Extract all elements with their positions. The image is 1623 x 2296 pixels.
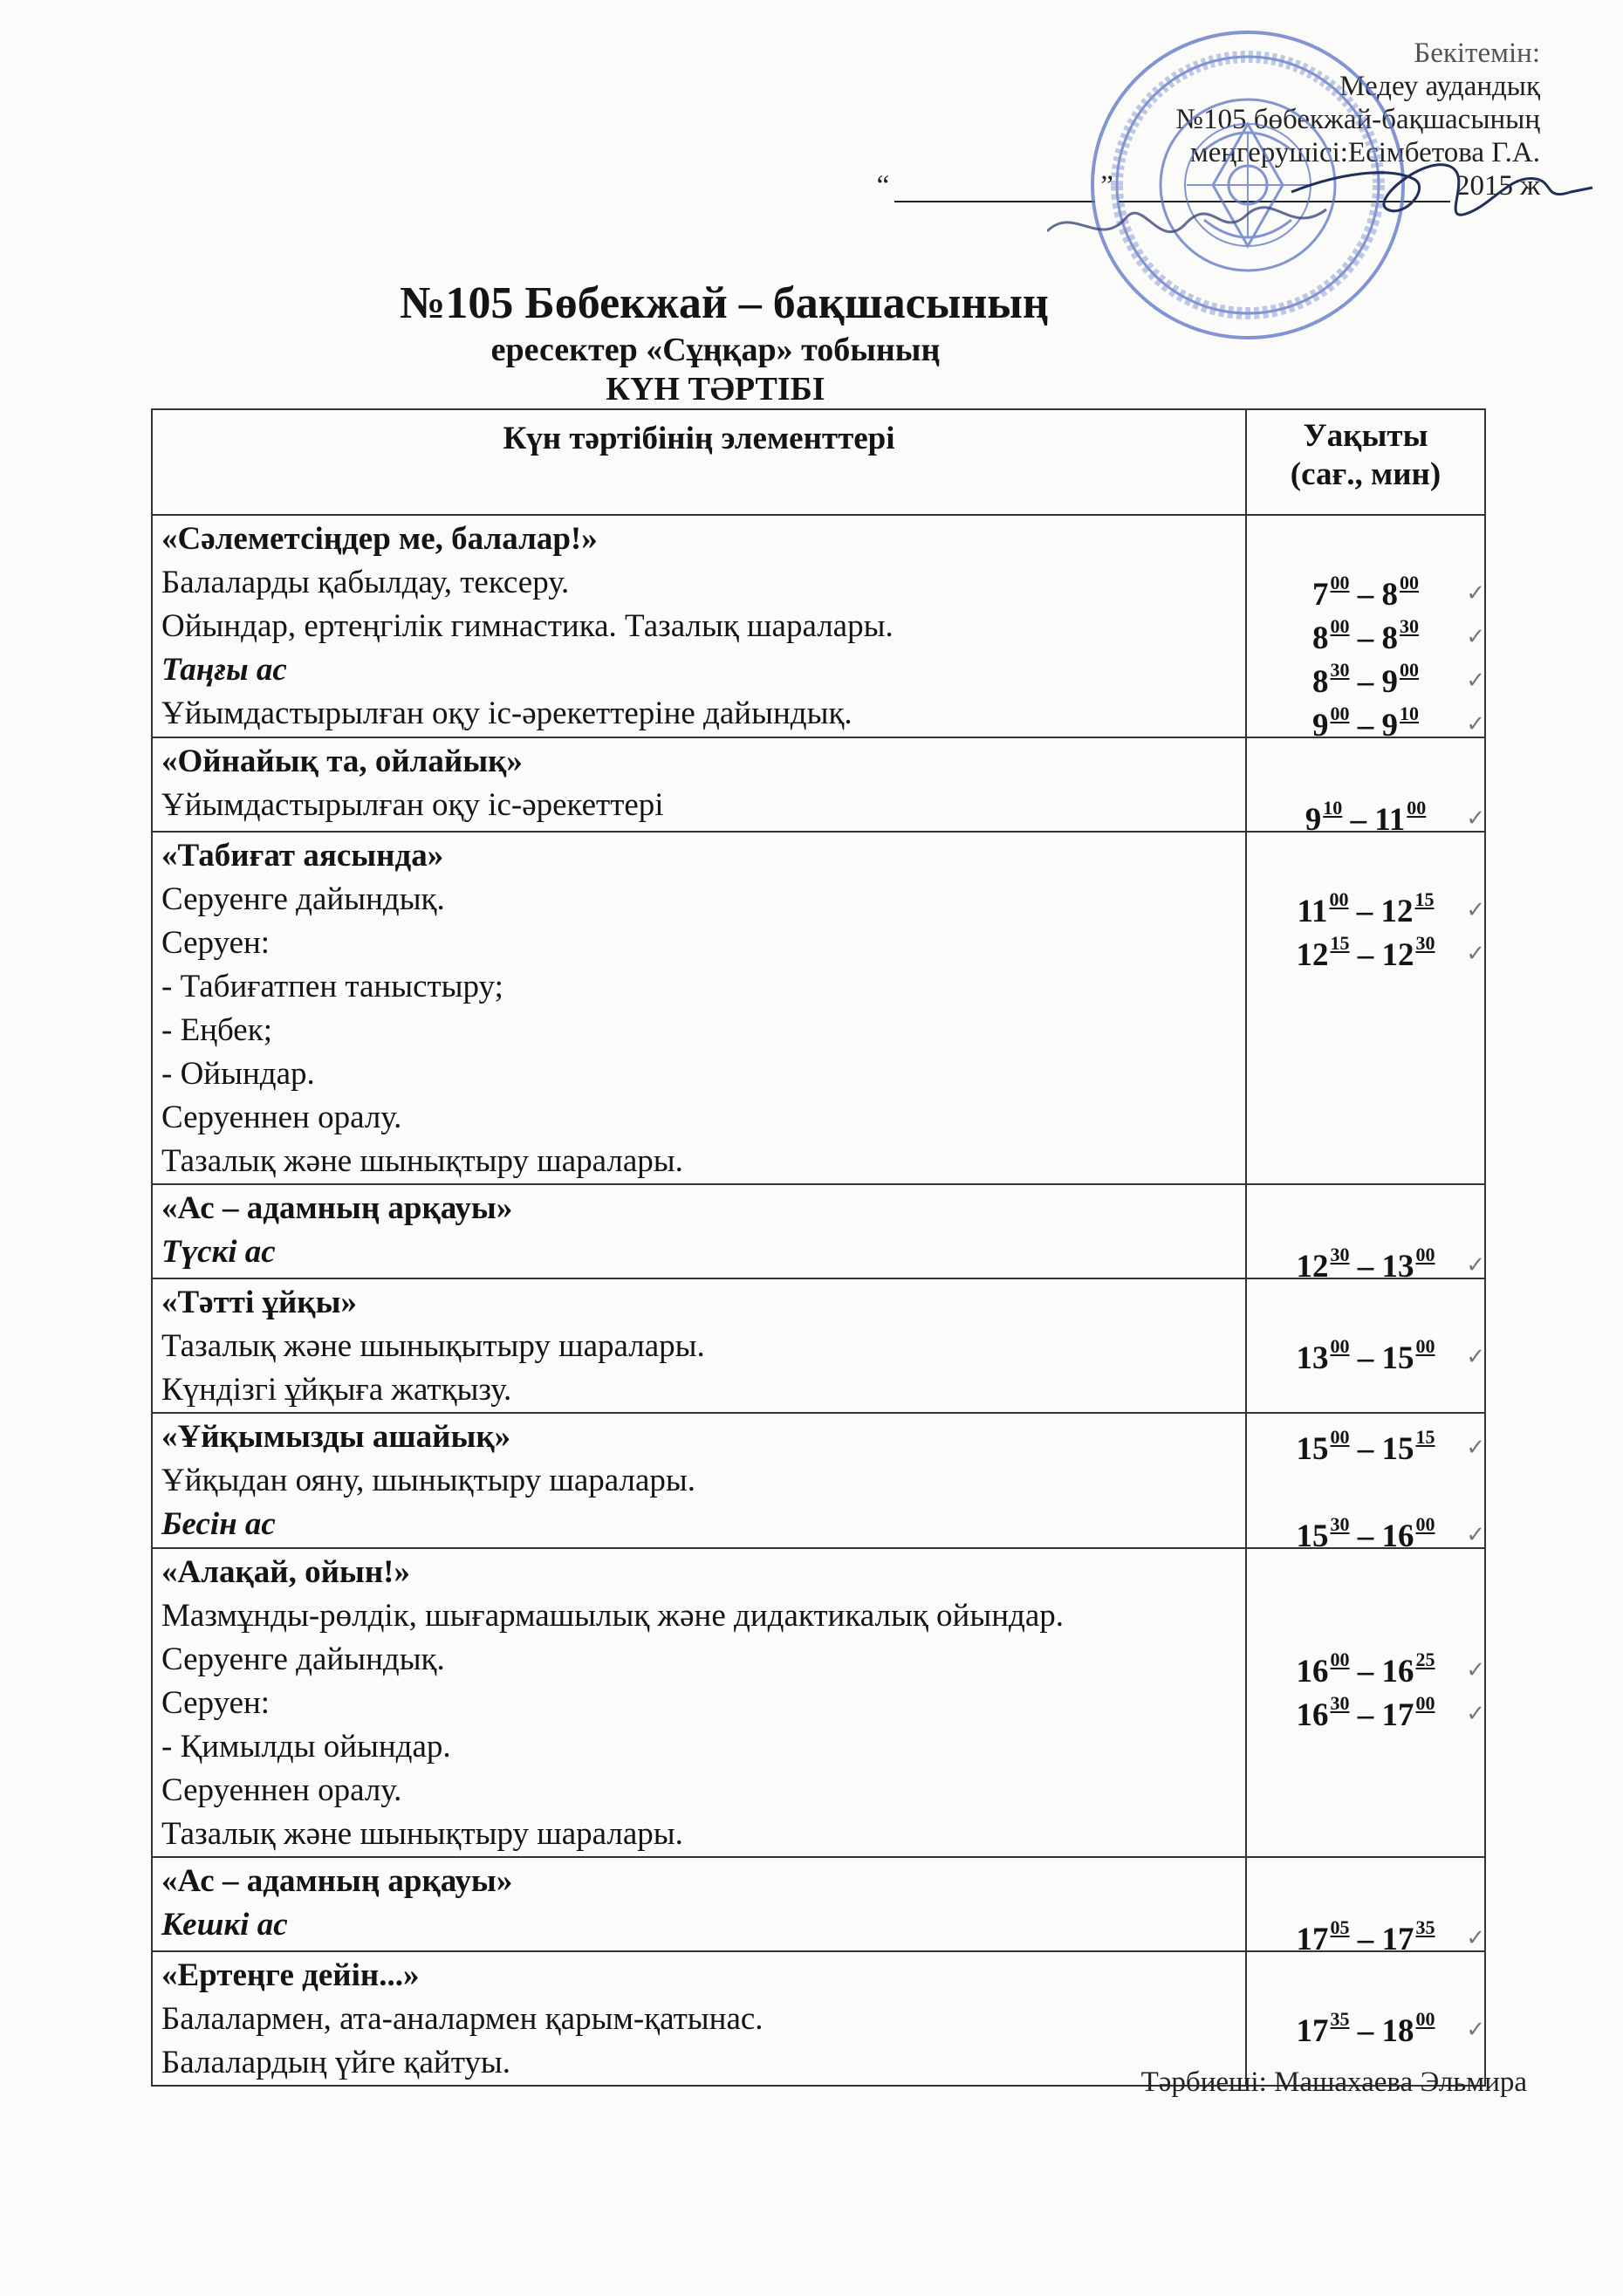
- schedule-element-cell: [152, 1184, 1246, 1278]
- end-hour: 11: [1374, 802, 1406, 838]
- time-range: [1248, 605, 1485, 656]
- activity-line: - Ойындар.: [161, 1056, 315, 1092]
- approval-kindergarten: №105 бөбекжай-бақшасының: [1175, 104, 1540, 135]
- end-minutes: 30: [1400, 615, 1419, 637]
- start-hour: 17: [1296, 2013, 1329, 2049]
- end-minutes: 25: [1415, 1648, 1435, 1670]
- start-minutes: 05: [1330, 1916, 1350, 1938]
- activity-line: Балаларды қабылдау, тексеру.: [161, 565, 570, 600]
- schedule-element-cell: [152, 1857, 1246, 1951]
- end-hour: 8: [1381, 620, 1398, 656]
- time-dash: –: [1349, 1518, 1382, 1554]
- checkmark-icon: ✓: [1466, 1925, 1485, 1950]
- time-dash: –: [1349, 1249, 1382, 1285]
- activity-line: Бесін ас: [161, 1506, 276, 1542]
- section-title: «Ойнайық та, ойлайық»: [161, 744, 523, 779]
- start-minutes: 30: [1330, 1692, 1350, 1714]
- time-range: [1248, 1325, 1485, 1376]
- start-minutes: 30: [1330, 1244, 1350, 1265]
- checkmark-icon: ✓: [1466, 1522, 1485, 1547]
- end-hour: 17: [1381, 1922, 1414, 1957]
- table-row: [152, 832, 1485, 1184]
- checkmark-icon: ✓: [1466, 668, 1485, 693]
- checkmark-icon: ✓: [1466, 711, 1485, 737]
- start-minutes: 00: [1329, 888, 1349, 910]
- start-hour: 12: [1296, 937, 1329, 973]
- start-minutes: 00: [1330, 703, 1350, 724]
- approval-district: Медеу аудандық: [1339, 71, 1540, 102]
- start-hour: 17: [1296, 1922, 1329, 1957]
- end-minutes: 15: [1414, 888, 1435, 910]
- activity-line: Серуенге дайындық.: [161, 1641, 445, 1677]
- checkmark-icon: ✓: [1466, 805, 1485, 831]
- schedule-element-cell: [152, 515, 1246, 737]
- time-range: [1248, 561, 1485, 613]
- start-minutes: 00: [1330, 1648, 1350, 1670]
- time-dash: –: [1349, 1654, 1382, 1689]
- table-row: [152, 737, 1485, 832]
- end-hour: 16: [1381, 1518, 1414, 1554]
- schedule-body: [152, 515, 1485, 2086]
- end-hour: 15: [1381, 1431, 1414, 1467]
- activity-line: Серуеннен оралу.: [161, 1772, 402, 1808]
- time-range: [1248, 1638, 1485, 1689]
- start-hour: 7: [1312, 577, 1329, 613]
- start-hour: 9: [1305, 802, 1322, 838]
- activity-line: Балалармен, ата-аналармен қарым-қатынас.: [161, 2001, 764, 2037]
- title-group: ересектер «Сұңқар» тобының: [490, 332, 941, 368]
- activity-line: Ұйқыдан ояну, шынықтыру шаралары.: [161, 1463, 695, 1498]
- table-row: [152, 1857, 1485, 1951]
- approval-head: меңгерушісі:Есімбетова Г.А.: [1189, 137, 1540, 168]
- end-hour: 9: [1381, 708, 1398, 744]
- start-minutes: 00: [1330, 1335, 1350, 1357]
- end-minutes: 00: [1415, 2008, 1435, 2030]
- end-minutes: 00: [1407, 797, 1427, 819]
- time-range: [1248, 648, 1485, 700]
- checkmark-icon: ✓: [1466, 1252, 1485, 1278]
- section-title: «Ас – адамның арқауы»: [161, 1863, 513, 1899]
- time-dash: –: [1349, 708, 1382, 744]
- time-dash: –: [1349, 577, 1382, 613]
- activity-line: Балалардың үйге қайтуы.: [161, 2045, 510, 2080]
- checkmark-icon: ✓: [1466, 1344, 1485, 1369]
- schedule-element-cell: [152, 737, 1246, 832]
- end-hour: 12: [1381, 937, 1414, 973]
- time-range: [1248, 1998, 1485, 2049]
- section-title: «Тәтті ұйқы»: [161, 1285, 358, 1320]
- schedule-time-cell: [1246, 1951, 1485, 2086]
- title-kindergarten: №105 Бөбекжай – бақшасының: [400, 278, 1049, 328]
- schedule-time-cell: [1246, 1413, 1485, 1554]
- start-minutes: 35: [1330, 2008, 1350, 2030]
- end-minutes: 00: [1415, 1335, 1435, 1357]
- activity-line: - Қимылды ойындар.: [161, 1729, 451, 1765]
- start-hour: 9: [1312, 708, 1329, 744]
- activity-line: Тазалық және шынықтыру шаралары.: [161, 1816, 683, 1852]
- time-dash: –: [1349, 1697, 1382, 1733]
- time-range: [1248, 786, 1485, 838]
- time-range: [1248, 1682, 1485, 1733]
- table-row: [152, 1413, 1485, 1548]
- approval-year: 2015 ж: [1455, 170, 1540, 202]
- time-dash: –: [1349, 2013, 1382, 2049]
- checkmark-icon: ✓: [1466, 2017, 1485, 2042]
- approval-heading: Бекітемін:: [1414, 38, 1540, 69]
- activity-line: Тазалық және шынықтыру шаралары.: [161, 1143, 683, 1179]
- end-hour: 13: [1381, 1249, 1414, 1285]
- activity-line: Тазалық және шынықытыру шаралары.: [161, 1328, 705, 1364]
- end-minutes: 00: [1415, 1692, 1435, 1714]
- checkmark-icon: ✓: [1466, 580, 1485, 606]
- start-hour: 11: [1297, 894, 1328, 929]
- table-row: [152, 515, 1485, 737]
- schedule-time-cell: [1246, 1184, 1485, 1285]
- document-title: [0, 278, 1431, 408]
- end-hour: 12: [1380, 894, 1414, 929]
- start-hour: 16: [1296, 1697, 1329, 1733]
- daily-schedule-table: [151, 408, 1486, 2087]
- end-minutes: 15: [1415, 1426, 1435, 1448]
- schedule-element-cell: [152, 1548, 1246, 1857]
- time-dash: –: [1348, 894, 1381, 929]
- activity-line: Ұйымдастырылған оқу іс-әрекеттері: [161, 787, 664, 823]
- schedule-time-cell: [1246, 515, 1485, 744]
- activity-line: - Еңбек;: [161, 1012, 272, 1048]
- section-title: «Табиғат аясында»: [161, 838, 444, 874]
- activity-line: Ұйымдастырылған оқу іс-әрекеттеріне дайындық.: [161, 696, 853, 731]
- end-hour: 8: [1381, 577, 1398, 613]
- start-hour: 13: [1296, 1340, 1329, 1376]
- teacher-signature-line: Тәрбиеші: Машахаева Эльмира: [1140, 2066, 1527, 2098]
- schedule-time-cell: [1246, 1857, 1485, 1957]
- activity-line: Серуеннен оралу.: [161, 1100, 402, 1135]
- activity-line: - Табиғатпен таныстыру;: [161, 969, 503, 1004]
- signature-scribble-icon: [1047, 170, 1414, 266]
- quote-close: ”: [1100, 170, 1113, 202]
- schedule-time-cell: [1246, 1278, 1485, 1413]
- activity-line: Мазмұнды-рөлдік, шығармашылық және дидактикалық ойындар.: [161, 1598, 1065, 1634]
- section-title: «Ас – адамның арқауы»: [161, 1190, 513, 1226]
- start-hour: 12: [1296, 1249, 1329, 1285]
- start-minutes: 30: [1330, 1513, 1350, 1535]
- start-minutes: 00: [1330, 615, 1350, 637]
- checkmark-icon: ✓: [1466, 941, 1485, 966]
- schedule-time-cell: [1246, 1548, 1485, 1857]
- time-spacer: [1248, 1594, 1483, 1638]
- end-hour: 17: [1381, 1697, 1414, 1733]
- header-time: [1246, 409, 1485, 515]
- time-range: [1248, 1503, 1485, 1554]
- time-dash: –: [1342, 802, 1375, 838]
- start-hour: 8: [1312, 664, 1329, 700]
- schedule-element-cell: [152, 1278, 1246, 1413]
- end-minutes: 35: [1415, 1916, 1435, 1938]
- start-hour: 15: [1296, 1518, 1329, 1554]
- end-hour: 18: [1381, 2013, 1414, 2049]
- time-range: [1248, 1233, 1485, 1285]
- table-row: [152, 1951, 1485, 2086]
- activity-line: Серуен:: [161, 1685, 270, 1721]
- activity-line: Кешкі ас: [161, 1907, 288, 1943]
- time-dash: –: [1349, 1431, 1382, 1467]
- end-minutes: 00: [1415, 1244, 1435, 1265]
- schedule-time-cell: [1246, 832, 1485, 1184]
- start-minutes: 30: [1330, 659, 1350, 681]
- time-range: [1248, 692, 1485, 744]
- time-dash: –: [1349, 664, 1382, 700]
- end-hour: 15: [1381, 1340, 1414, 1376]
- activity-line: Серуенге дайындық.: [161, 881, 445, 917]
- time-range: [1248, 878, 1485, 929]
- time-range: [1248, 922, 1485, 973]
- section-title: «Алақай, ойын!»: [161, 1554, 410, 1590]
- time-dash: –: [1349, 620, 1382, 656]
- end-minutes: 00: [1400, 659, 1419, 681]
- checkmark-icon: ✓: [1466, 1701, 1485, 1726]
- activity-line: Таңғы ас: [161, 652, 287, 688]
- schedule-element-cell: [152, 1951, 1246, 2086]
- end-minutes: 00: [1400, 572, 1419, 593]
- table-row: [152, 1278, 1485, 1413]
- checkmark-icon: ✓: [1466, 1435, 1485, 1460]
- schedule-element-cell: [152, 1413, 1246, 1548]
- end-minutes: 00: [1415, 1513, 1435, 1535]
- table-header-row: [152, 409, 1485, 515]
- checkmark-icon: ✓: [1466, 1657, 1485, 1683]
- start-hour: 8: [1312, 620, 1329, 656]
- header-time-units: (сағ., мин): [1290, 456, 1442, 492]
- time-range: [1248, 1906, 1485, 1957]
- schedule-time-cell: [1246, 737, 1485, 838]
- activity-line: Түскі ас: [161, 1234, 276, 1270]
- checkmark-icon: ✓: [1466, 897, 1485, 922]
- start-minutes: 00: [1330, 572, 1350, 593]
- activity-line: Серуен:: [161, 925, 270, 961]
- time-dash: –: [1349, 1340, 1382, 1376]
- section-title: «Сәлеметсіңдер ме, балалар!»: [161, 521, 598, 557]
- table-row: [152, 1184, 1485, 1278]
- header-elements: Күн тәртібінің элементтері: [152, 409, 1246, 515]
- quote-open: “: [876, 170, 890, 202]
- start-hour: 15: [1296, 1431, 1329, 1467]
- title-schedule: КҮН ТӘРТІБІ: [606, 371, 825, 408]
- end-minutes: 30: [1415, 932, 1435, 954]
- end-minutes: 10: [1400, 703, 1419, 724]
- table-row: [152, 1548, 1485, 1857]
- end-hour: 9: [1381, 664, 1398, 700]
- section-title: «Ұйқымызды ашайық»: [161, 1419, 511, 1455]
- activity-line: Ойындар, ертеңгілік гимнастика. Тазалық шаралары.: [161, 608, 894, 644]
- time-dash: –: [1349, 1922, 1382, 1957]
- start-minutes: 15: [1330, 932, 1350, 954]
- end-hour: 16: [1381, 1654, 1414, 1689]
- schedule-element-cell: [152, 832, 1246, 1184]
- section-title: «Ертеңге дейін...»: [161, 1957, 420, 1993]
- start-minutes: 10: [1323, 797, 1343, 819]
- checkmark-icon: ✓: [1466, 624, 1485, 649]
- start-hour: 16: [1296, 1654, 1329, 1689]
- activity-line: Күндізгі ұйқыға жатқызу.: [161, 1372, 512, 1408]
- time-range: [1248, 1415, 1485, 1467]
- time-dash: –: [1349, 937, 1382, 973]
- header-time-label: Уақыты: [1303, 418, 1428, 454]
- start-minutes: 00: [1330, 1426, 1350, 1448]
